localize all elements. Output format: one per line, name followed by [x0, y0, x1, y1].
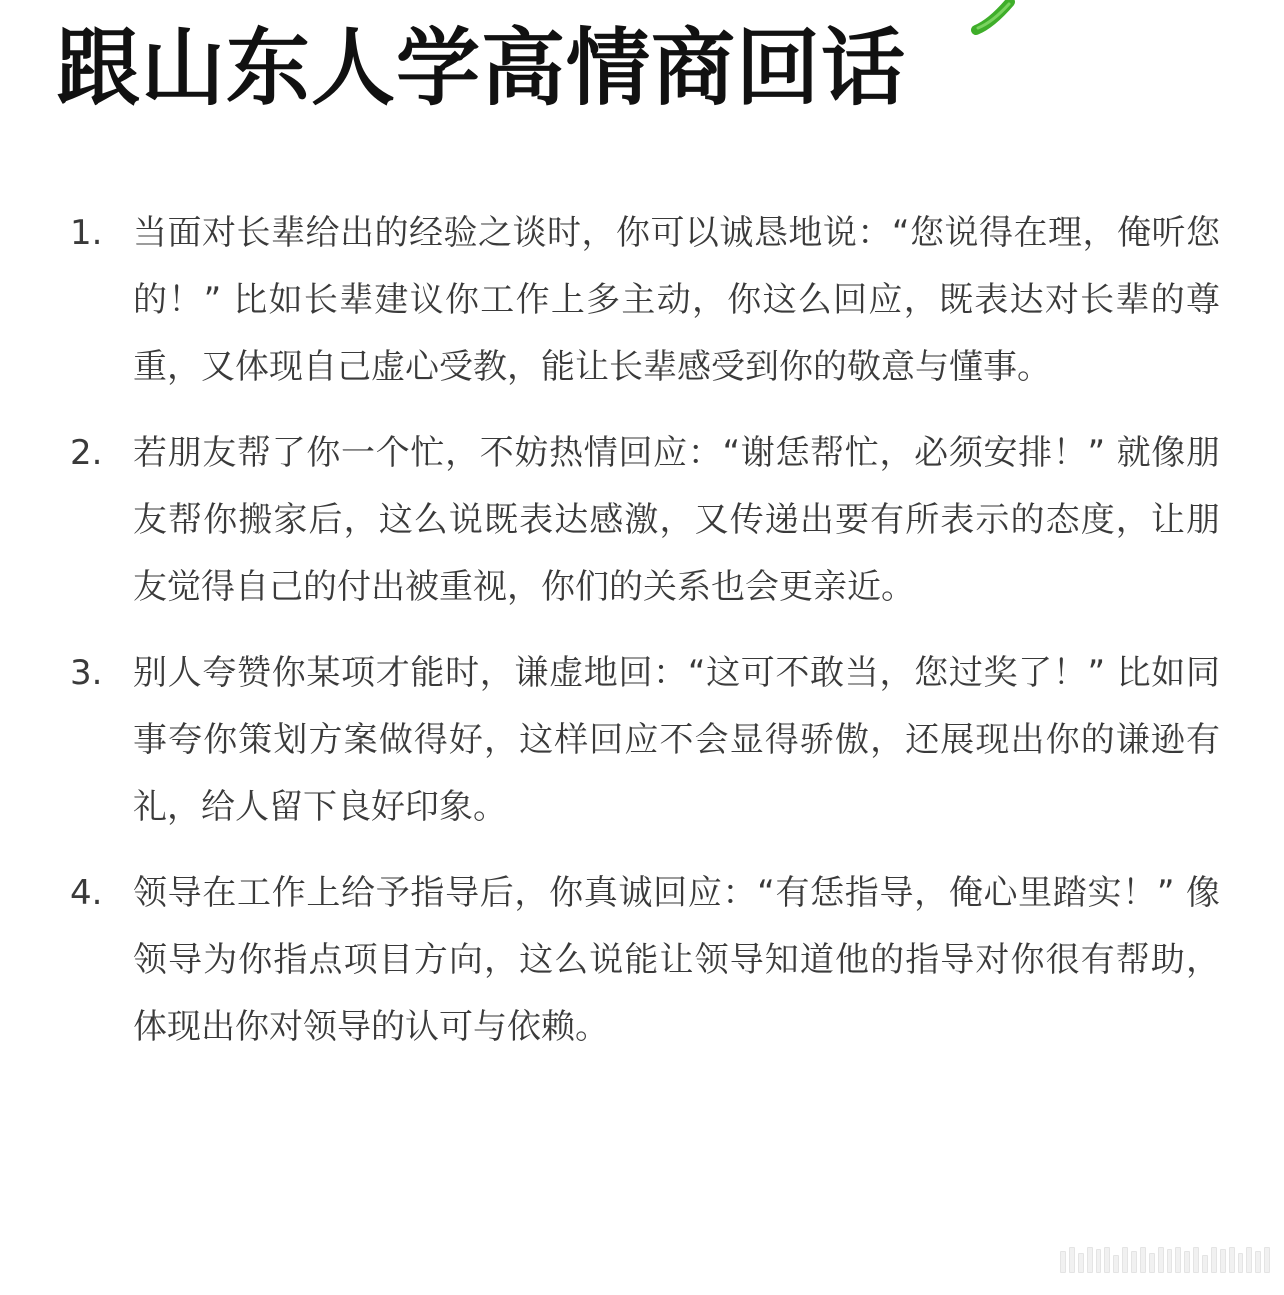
tip-item-4: [70, 860, 1220, 1061]
watermark-mark: [1060, 1247, 1270, 1273]
tip-text: 当面对长辈给出的经验之谈时，你可以诚恳地说：“您说得在理，俺听您的！” 比如长辈建议你工作上多主动，你这么回应，既表达对长辈的尊重，又体现自己虚心受教，能让长辈感受到你的敬意与懂事。: [133, 213, 1220, 387]
tip-item-1: [70, 200, 1220, 401]
tip-text: 若朋友帮了你一个忙，不妨热情回应：“谢恁帮忙，必须安排！” 就像朋友帮你搬家后，这么说既表达感激，又传递出要有所表示的态度，让朋友觉得自己的付出被重视，你们的关系也会更亲近。: [133, 433, 1220, 607]
tip-text: 领导在工作上给予指导后，你真诚回应：“有恁指导，俺心里踏实！” 像领导为你指点项目方向，这么说能让领导知道他的指导对你很有帮助，体现出你对领导的认可与依赖。: [133, 873, 1220, 1047]
tip-item-2: [70, 420, 1220, 621]
tip-number: 3.: [70, 653, 103, 693]
tips-list: [70, 200, 1220, 1080]
tip-number: 1.: [70, 213, 103, 253]
tip-number: 4.: [70, 873, 103, 913]
page-title: 跟山东人学高情商回话: [56, 19, 907, 117]
tip-number: 2.: [70, 433, 103, 473]
green-brush-stroke-decoration: [968, 0, 1028, 40]
tip-item-3: [70, 640, 1220, 841]
tip-text: 别人夸赞你某项才能时，谦虚地回：“这可不敢当，您过奖了！” 比如同事夸你策划方案做得好，这样回应不会显得骄傲，还展现出你的谦逊有礼，给人留下良好印象。: [133, 653, 1220, 827]
